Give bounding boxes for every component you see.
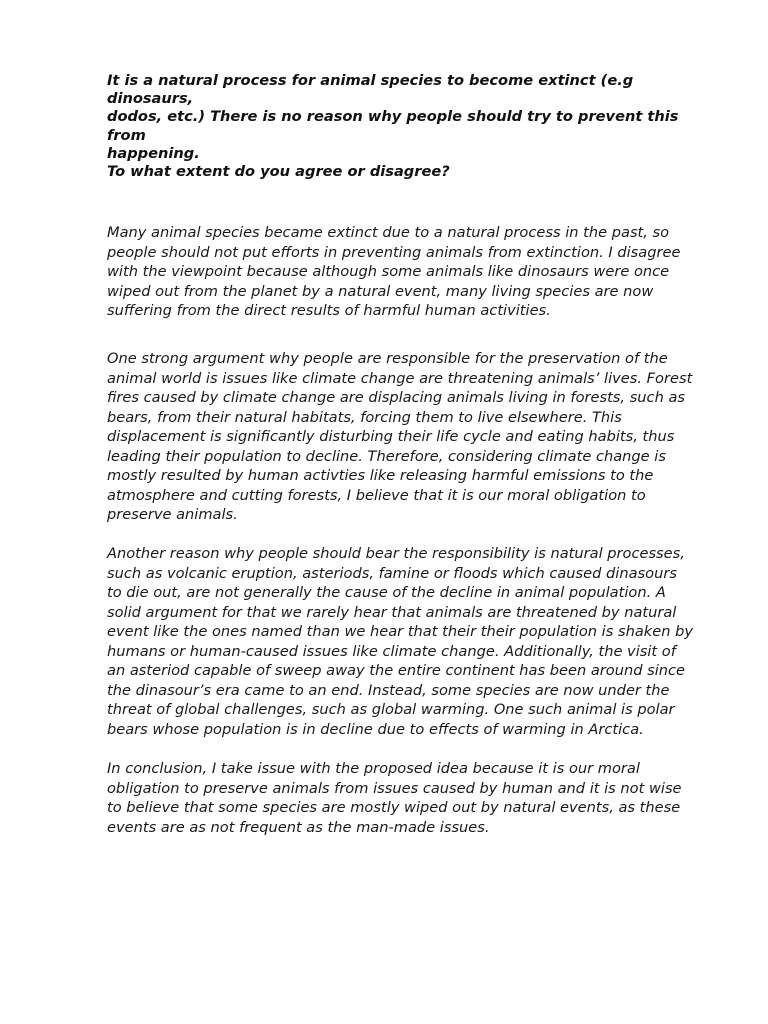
paragraph-line: mostly resulted by human activties like releasing harmful emissions to the xyxy=(107,467,654,484)
paragraph-line: bears whose population is in decline due to effects of warming in Arctica. xyxy=(107,720,644,738)
prompt-line: happening. xyxy=(107,144,200,162)
paragraph-line: to die out, are not generally the cause of the decline in animal population. A xyxy=(107,584,666,601)
paragraph-line: bears, from their natural habitats, forcing them to live elsewhere. This xyxy=(107,408,622,426)
paragraph-line: the dinasour’s era came to an end. Instead, some species are now under the xyxy=(107,681,670,699)
body-paragraph-1 xyxy=(107,349,719,525)
introduction-paragraph xyxy=(107,223,719,321)
essay-prompt xyxy=(107,72,719,181)
body-paragraph-2 xyxy=(107,544,719,739)
paragraph-line: In conclusion, I take issue with the proposed idea because it is our moral xyxy=(107,760,640,777)
paragraph-line: to believe that some species are mostly wiped out by natural events, as these xyxy=(107,799,681,816)
paragraph-line: atmosphere and cutting forests, I believe that it is our moral obligation to xyxy=(107,486,646,504)
paragraph-line: obligation to preserve animals from issues caused by human and it is not wise xyxy=(107,779,682,797)
prompt-line: It is a natural process for animal species to become extinct (e.g xyxy=(107,72,634,89)
paragraph-line: preserve animals. xyxy=(107,506,238,523)
paragraph-line: Many animal species became extinct due to a natural process in the past, so xyxy=(107,224,670,241)
paragraph-line: threat of global challenges, such as global warming. One such animal is polar xyxy=(107,701,675,718)
prompt-line: from xyxy=(107,126,146,144)
paragraph-line: solid argument for that we rarely hear that animals are threatened by natural xyxy=(107,603,677,621)
paragraph-line: with the viewpoint because although some animals like dinosaurs were once xyxy=(107,263,670,280)
paragraph-line: such as volcanic eruption, asteriods, famine or floods which caused dinasours xyxy=(107,564,677,582)
paragraph-line: people should not put efforts in preventing animals from extinction. I disagree xyxy=(107,243,681,261)
paragraph-line: wiped out from the planet by a natural event, many living species are now xyxy=(107,282,654,300)
conclusion-paragraph xyxy=(107,759,719,837)
paragraph-line: Another reason why people should bear the responsibility is natural processes, xyxy=(107,545,685,562)
paragraph-line: an asteriod capable of sweep away the entire continent has been around since xyxy=(107,662,686,679)
paragraph-line: suffering from the direct results of harmful human activities. xyxy=(107,302,551,319)
paragraph-line: leading their population to decline. Therefore, considering climate change is xyxy=(107,447,666,465)
paragraph-line: event like the ones named than we hear that their their population is shaken by xyxy=(107,623,693,640)
paragraph-line: events are as not frequent as the man-made issues. xyxy=(107,818,490,836)
paragraph-line: One strong argument why people are responsible for the preservation of the xyxy=(107,350,668,367)
prompt-line: dinosaurs, xyxy=(107,90,194,108)
prompt-line: dodos, etc.) There is no reason why people should try to prevent this xyxy=(107,108,679,126)
paragraph-line: humans or human-caused issues like climate change. Additionally, the visit of xyxy=(107,642,676,660)
paragraph-line: displacement is significantly disturbing their life cycle and eating habits, thus xyxy=(107,428,675,445)
paragraph-line: animal world is issues like climate change are threatening animals’ lives. Forest xyxy=(107,369,693,387)
paragraph-line: fires caused by climate change are displacing animals living in forests, such as xyxy=(107,389,685,406)
prompt-line: To what extent do you agree or disagree? xyxy=(107,163,450,181)
